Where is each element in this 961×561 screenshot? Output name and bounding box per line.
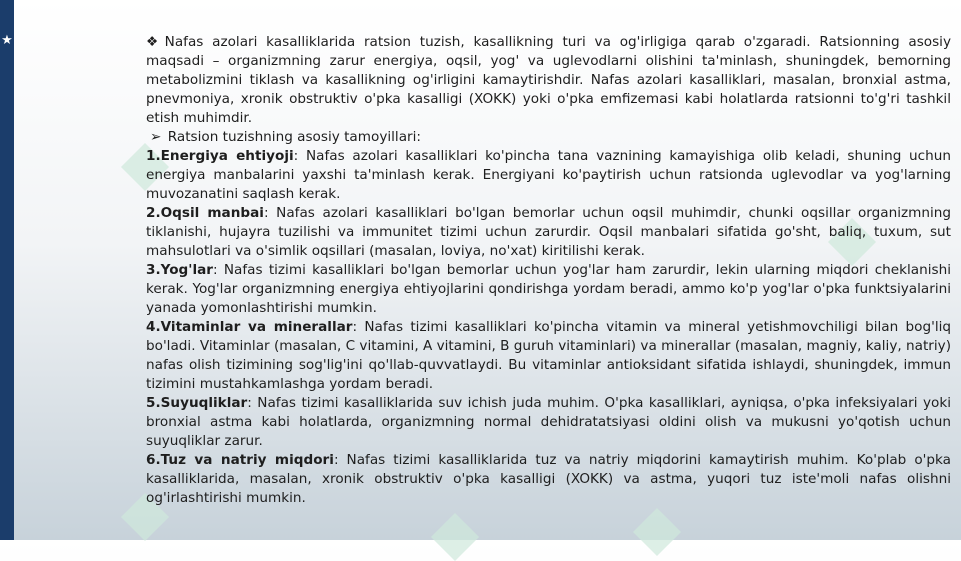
principle-heading: 3.Yog'lar [146, 262, 213, 278]
principles-header [146, 128, 951, 147]
principle-item [146, 318, 951, 394]
principle-heading: 5.Suyuqliklar [146, 395, 248, 411]
principle-text: : Nafas azolari kasalliklari bo'lgan bemorlar uchun oqsil muhimdir, chunki oqsillar organizmning tiklanishi, hujayra tuzilishi va immunitet tizimi uchun zarurdir. Oqsil manbalari sifatida go'sht, baliq, tuxum, sut mahsulotlari va o'simlik oqsillari (masalan, loviya, no'xat) kiritilishi kerak. [146, 205, 951, 259]
principle-item [146, 451, 951, 508]
arrow-bullet-icon: ➢ [150, 129, 162, 145]
principle-heading: 4.Vitaminlar va minerallar [146, 319, 353, 335]
principle-text: : Nafas tizimi kasalliklari bo'lgan bemorlar uchun yog'lar ham zarurdir, lekin ularning miqdori cheklanishi kerak. Yog'lar organizmning energiya ehtiyojlarini qondirishga yordam beradi, ammo ko'p yog'lar o'pka funktsiyalarini yanada yomonlashtirishi mumkin. [146, 262, 951, 316]
principle-item [146, 204, 951, 261]
principle-heading: 2.Oqsil manbai [146, 205, 264, 221]
watermark-diamond [431, 513, 479, 561]
principle-item [146, 394, 951, 451]
intro-text: Nafas azolari kasalliklarida ratsion tuzish, kasallikning turi va og'irligiga qarab o'zgaradi. Ratsionning asosiy maqsadi – organizmning zarur energiya, oqsil, yog' va uglevodlarni olishini ta'minlash, shuningdek, bemorning metabolizmini tiklash va kasallikning og'irligini kamaytirishdir. Nafas azolari kasalliklari, masalan, bronxial astma, pnevmoniya, xronik obstruktiv o'pka kasalligi (XOKK) yoki o'pka emfizemasi kabi holatlarda ratsionni to'g'ri tashkil etish muhimdir. [146, 34, 951, 126]
principle-text: : Nafas azolari kasalliklari ko'pincha tana vaznining kamayishiga olib keladi, shuning uchun energiya manbalarini yaxshi ta'minlash kerak. Energiyani ko'paytirish uchun ratsionda uglevodlar va yog'larning muvozanatini saqlash kerak. [146, 148, 951, 202]
principle-item [146, 261, 951, 318]
left-accent-bar [0, 0, 14, 540]
principle-text: : Nafas tizimi kasalliklarida suv ichish juda muhim. O'pka kasalliklari, ayniqsa, o'pka infeksiyalari yoki bronxial astma kabi holatlarda, organizmning normal dehidratatsiyasi oldini olish va mukusni yo'qotish uchun suyuqliklar zarur. [146, 395, 951, 449]
principle-item [146, 147, 951, 204]
principle-text: : Nafas tizimi kasalliklari ko'pincha vitamin va mineral yetishmovchiligi bilan bog'liq bo'ladi. Vitaminlar (masalan, C vitamini, A vitamini, B guruh vitaminlari) va minerallar (masalan, magniy, kaliy, natriy) nafas olish tizimining sog'lig'ini qo'llab-quvvatlaydi. Bu vitaminlar antioksidant sifatida ishlaydi, shuningdek, immun tizimini mustahkamlashga yordam beradi. [146, 319, 952, 392]
star-icon: ★ [1, 33, 13, 48]
principles-header-text: Ratsion tuzishning asosiy tamoyillari: [163, 129, 421, 145]
intro-paragraph [146, 33, 951, 128]
principle-heading: 6.Tuz va natriy miqdori [146, 452, 334, 468]
watermark-diamond [633, 508, 681, 556]
diamond-bullet-icon: ❖ [146, 34, 163, 50]
principle-heading: 1.Energiya ehtiyoji [146, 148, 294, 164]
principle-text: : Nafas tizimi kasalliklarida tuz va natriy miqdorini kamaytirish muhim. Ko'plab o'pka kasalliklarida, masalan, xronik obstruktiv o'pka kasalligi (XOKK) va astma, yuqori tuz iste'moli nafas olishni og'irlashtirishi mumkin. [146, 452, 951, 506]
document-body [146, 33, 951, 508]
